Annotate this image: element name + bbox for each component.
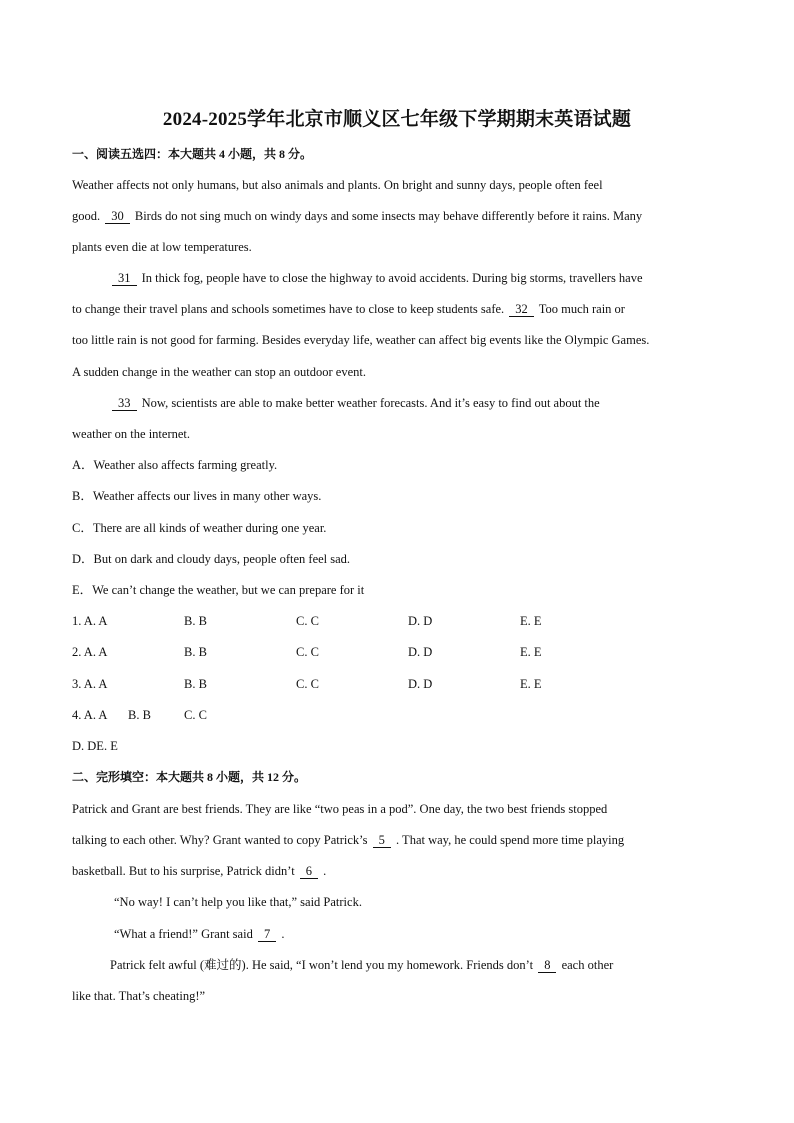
answer-choice[interactable]: D. DE. E <box>72 739 118 753</box>
section-heading-cloze: 二、完形填空：本大题共 8 小题，共 12 分。 <box>72 770 307 784</box>
paragraph-line: plants even die at low temperatures. <box>72 240 252 254</box>
text-fragment: In thick fog, people have to close the highway to avoid accidents. During big storms, travellers have <box>141 271 643 285</box>
answer-choice[interactable]: 1. A. A <box>72 614 108 628</box>
answer-choice[interactable]: E. E <box>520 614 542 628</box>
blank-30: 30 <box>105 209 130 224</box>
paragraph-line <box>72 863 732 879</box>
option-e: E．We can’t change the weather, but we can prepare for it <box>72 583 365 597</box>
text-fragment: Now, scientists are able to make better weather forecasts. And it’s easy to find out about the <box>141 396 600 410</box>
text-fragment: talking to each other. Why? Grant wanted to copy Patrick’s <box>72 833 368 847</box>
answer-choice[interactable]: E. E <box>520 645 542 659</box>
text-fragment: to change their travel plans and schools sometimes have to close to keep students safe. <box>72 302 505 316</box>
answer-choice[interactable]: E. E <box>520 677 542 691</box>
answer-choice[interactable]: D. D <box>408 614 433 628</box>
text-fragment: Too much rain or <box>538 302 625 316</box>
paragraph-line <box>72 832 732 848</box>
paragraph-line <box>114 926 714 942</box>
paragraph-line <box>72 208 732 224</box>
answer-choice[interactable]: 4. A. A <box>72 708 108 722</box>
paragraph-line <box>110 957 730 973</box>
paragraph-line: Patrick and Grant are best friends. They are like “two peas in a pod”. One day, the two best friends stopped <box>72 802 608 816</box>
option-c: C．There are all kinds of weather during one year. <box>72 521 327 535</box>
paragraph-line: “No way! I can’t help you like that,” said Patrick. <box>114 895 362 909</box>
answer-choice[interactable]: B. B <box>184 677 207 691</box>
text-fragment: . <box>281 927 285 941</box>
blank-33: 33 <box>112 396 137 411</box>
blank-6: 6 <box>300 864 318 879</box>
page-title: 2024-2025学年北京市顺义区七年级下学期期末英语试题 <box>162 109 632 130</box>
answer-choice[interactable]: C. C <box>184 708 207 722</box>
paragraph-line <box>110 395 730 411</box>
answer-choice[interactable]: B. B <box>184 614 207 628</box>
text-fragment: Patrick felt awful (难过的). He said, “I won’t lend you my homework. Friends don’t <box>110 958 534 972</box>
option-d: D．But on dark and cloudy days, people often feel sad. <box>72 552 351 566</box>
paragraph-line: weather on the internet. <box>72 427 191 441</box>
text-fragment: “What a friend!” Grant said <box>114 927 253 941</box>
text-fragment: . That way, he could spend more time playing <box>396 833 625 847</box>
blank-5: 5 <box>373 833 391 848</box>
blank-32: 32 <box>509 302 534 317</box>
text-fragment: basketball. But to his surprise, Patrick didn’t <box>72 864 295 878</box>
answer-choice[interactable]: 2. A. A <box>72 645 108 659</box>
text-fragment: good. <box>72 209 101 223</box>
option-a: A．Weather also affects farming greatly. <box>72 458 278 472</box>
option-b: B．Weather affects our lives in many other ways. <box>72 489 322 503</box>
paragraph-line <box>110 270 730 286</box>
section-heading-reading: 一、阅读五选四：本大题共 4 小题，共 8 分。 <box>72 147 313 161</box>
paragraph-line: A sudden change in the weather can stop an outdoor event. <box>72 365 367 379</box>
paragraph-line: Weather affects not only humans, but also animals and plants. On bright and sunny days, people often feel <box>72 178 603 192</box>
answer-choice[interactable]: B. B <box>184 645 207 659</box>
answer-choice[interactable]: D. D <box>408 645 433 659</box>
blank-8: 8 <box>538 958 556 973</box>
answer-choice[interactable]: C. C <box>296 614 319 628</box>
paragraph-line <box>72 301 732 317</box>
answer-choice[interactable]: B. B <box>128 708 151 722</box>
blank-7: 7 <box>258 927 276 942</box>
answer-choice[interactable]: C. C <box>296 645 319 659</box>
text-fragment: Birds do not sing much on windy days and some insects may behave differently before it rains. Many <box>134 209 643 223</box>
text-fragment: each other <box>561 958 614 972</box>
text-fragment: . <box>323 864 327 878</box>
answer-choice[interactable]: C. C <box>296 677 319 691</box>
answer-choice[interactable]: D. D <box>408 677 433 691</box>
paragraph-line: too little rain is not good for farming. Besides everyday life, weather can affect big events like the Olympic Games. <box>72 333 650 347</box>
blank-31: 31 <box>112 271 137 286</box>
paragraph-line: like that. That’s cheating!” <box>72 989 206 1003</box>
answer-choice[interactable]: 3. A. A <box>72 677 108 691</box>
